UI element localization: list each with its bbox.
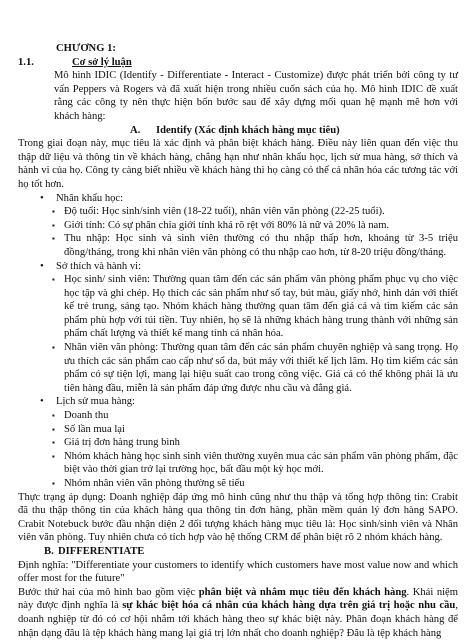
list-item-text: Giá trị đơn hàng trung bình bbox=[64, 437, 180, 449]
list-item-text: Thu nhập: Học sinh và sinh viên thường có thu nhập thấp hơn, khoảng từ 3-5 triệu đồng/tháng, trong khi nhân viên văn phòng có thu nhập cao hơn, từ 8-20 triệu đồng/tháng. bbox=[64, 233, 458, 258]
chapter-heading: CHƯƠNG 1: bbox=[56, 43, 116, 54]
subsection-b-heading bbox=[44, 545, 458, 559]
list-item-text: Nhóm nhân viên văn phòng thường sẽ tiếu bbox=[64, 478, 245, 489]
list-item bbox=[18, 477, 458, 491]
square-bullet-icon: ▪ bbox=[52, 343, 55, 353]
identify-paragraph: Trong giai đoạn này, mục tiêu là xác định và phân biệt khách hàng. Điều này liên quan đến việc thu thập dữ liệu và thông tin về khách hàng, chẳng hạn như nhân khẩu học, lịch sử mua hàng, sở thích và hành vi của họ. Công ty càng biết nhiều về khách hàng thì họ càng có thể cá nhân hóa các tương tác với họ tốt hơn. bbox=[18, 138, 458, 190]
square-bullet-icon: ▪ bbox=[52, 275, 55, 285]
bullet-icon: • bbox=[40, 192, 44, 204]
purchase-history-label: Lịch sử mua hàng: bbox=[56, 396, 135, 408]
list-item-text: Nhân viên văn phòng: Thường quan tâm đến các sản phẩm chuyên nghiệp và sang trọng. Họ ưu thích các sản phẩm cao cấp như sổ da, bút máy với thiết kế lịch lãm. Họ tìm kiếm các sản phẩm có sự tiện lợi, mang lại hiệu suất cao trong công việc. Giá cả có thể không phải là ưu tiên hàng đầu, miễn là sản phẩm đáp ứng được nhu cầu và đẳng giá. bbox=[64, 342, 458, 394]
demographics-label: Nhân khẩu học: bbox=[56, 192, 124, 204]
square-bullet-icon: ▪ bbox=[52, 451, 55, 461]
bullet-icon: • bbox=[40, 260, 44, 272]
list-item-text: Doanh thu bbox=[64, 410, 109, 422]
practice-paragraph: Thực trạng áp dụng: Doanh nghiệp đáp ứng mô hình cũng như thu thập và tổng hợp thông tin: Crabit đã thu thập thông tin của khách hàng qua thông tin đơn hàng, phần mềm quản lý đơn hàng SAPO. Crabit Notebuck bước đầu nhận diện 2 đối tượng khách hàng mục tiêu là: Học sinh/sinh viên và Nhân viên văn phòng. Tuy nhiên chưa có tích hợp vào hệ thống CRM để phân biệt rõ 2 nhóm khách hàng. bbox=[18, 491, 458, 544]
list-item bbox=[18, 205, 458, 219]
square-bullet-icon: ▪ bbox=[52, 479, 55, 488]
subsection-a-letter: A. bbox=[130, 124, 141, 136]
bullet-icon: • bbox=[40, 396, 44, 408]
square-bullet-icon: ▪ bbox=[52, 234, 55, 244]
step2-text: . Khái niệm này được định nghĩa là bbox=[18, 586, 459, 612]
interests-label: Sở thích và hành vi: bbox=[56, 260, 142, 272]
intro-paragraph: Mô hình IDIC (Identify - Differentiate - Interact - Customize) được phát triển bởi công ty tư vấn Peppers và Rogers và đã xuất hiện trong nhiều cuốn sách của họ. Mô hình IDIC đề xuất rằng các công ty nên thực hiện bốn bước sau để xây dựng mối quan hệ mạnh mẽ hơn với khách hàng: bbox=[54, 70, 458, 122]
square-bullet-icon: ▪ bbox=[52, 220, 55, 230]
list-item bbox=[18, 409, 458, 423]
demographics-sublist bbox=[52, 205, 458, 259]
list-item-interests bbox=[18, 260, 458, 396]
step2-bold-text: sự khác biệt hóa cá nhân của khách hàng dựa trên giá trị hoặc nhu cầu bbox=[122, 600, 456, 612]
section-number: 1.1. bbox=[18, 56, 34, 68]
step2-text: , doanh nghiệp từ đó có cơ hội nhắm tới khách hàng theo sự khác biệt này. Phân đoạn khách hàng để nhận dạng đâu là tệp khách hàng mang lại giá trị lớn nhất cho doanh nghiệp? Đâu là tệp khách hàng bbox=[18, 600, 458, 639]
list-item bbox=[18, 273, 458, 341]
list-item-demographics bbox=[18, 192, 458, 260]
subsection-a-title: Identify (Xác định khách hàng mục tiêu) bbox=[156, 124, 340, 136]
list-item-text: Nhóm khách hàng học sinh sinh viên thường xuyên mua các sản phẩm văn phòng phẩm, đặc biệt vào thời gian trở lại trường học, bất đầu một kỳ học mới. bbox=[64, 450, 458, 476]
subsection-b-letter: B. bbox=[44, 545, 54, 557]
list-item bbox=[18, 423, 458, 437]
square-bullet-icon: ▪ bbox=[52, 438, 55, 448]
list-item bbox=[18, 219, 458, 233]
step2-text: Bước thứ hai của mô hình bao gồm việc bbox=[18, 586, 199, 598]
subsection-b-title: DIFFERENTIATE bbox=[58, 545, 145, 557]
list-item-text: Số lần mua lại bbox=[64, 423, 125, 435]
subsection-a-heading bbox=[130, 124, 458, 138]
list-item bbox=[18, 341, 458, 395]
list-item-purchase-history bbox=[18, 395, 458, 490]
section-heading bbox=[18, 56, 458, 70]
criteria-list bbox=[18, 192, 458, 491]
square-bullet-icon: ▪ bbox=[52, 411, 55, 421]
list-item-text: Học sinh/ sinh viên: Thường quan tâm đến các sản phẩm văn phòng phẩm phục vụ cho việc học tập và ghi chép. Họ thích các sản phẩm như sổ tay, bút màu, giấy nhớ, hình dán với thiết kế trẻ trung, sáng tạo. Nhóm khách hàng thường quan tâm đến giá cả và tìm kiếm các sản phẩm phù hợp với túi tiền. Tuy nhiên, họ sẽ là những khách hàng trung thành với những sản phẩm chất lượng và thiết kế mang tính cá nhân hóa. bbox=[64, 274, 458, 340]
list-item-text: Độ tuổi: Học sinh/sinh viên (18-22 tuổi), nhân viên văn phòng (22-25 tuổi). bbox=[64, 206, 385, 218]
square-bullet-icon: ▪ bbox=[52, 424, 55, 434]
list-item bbox=[18, 436, 458, 450]
square-bullet-icon: ▪ bbox=[52, 207, 55, 217]
interests-sublist bbox=[52, 273, 458, 395]
definition-paragraph: Định nghĩa: "Differentiate your customers to identify which customers have most value now and which offer most for the future" bbox=[18, 559, 458, 585]
section-title: Cơ sở lý luận bbox=[72, 56, 132, 68]
step2-bold-text: phân biệt và nhắm mục tiêu đến khách hàng bbox=[198, 586, 407, 598]
purchase-history-sublist bbox=[52, 409, 458, 491]
list-item bbox=[18, 450, 458, 477]
list-item-text: Giới tính: Có sự phân chia giới tính khá rõ rệt với 80% là nữ và 20% là nam. bbox=[64, 219, 390, 231]
list-item bbox=[18, 232, 458, 259]
